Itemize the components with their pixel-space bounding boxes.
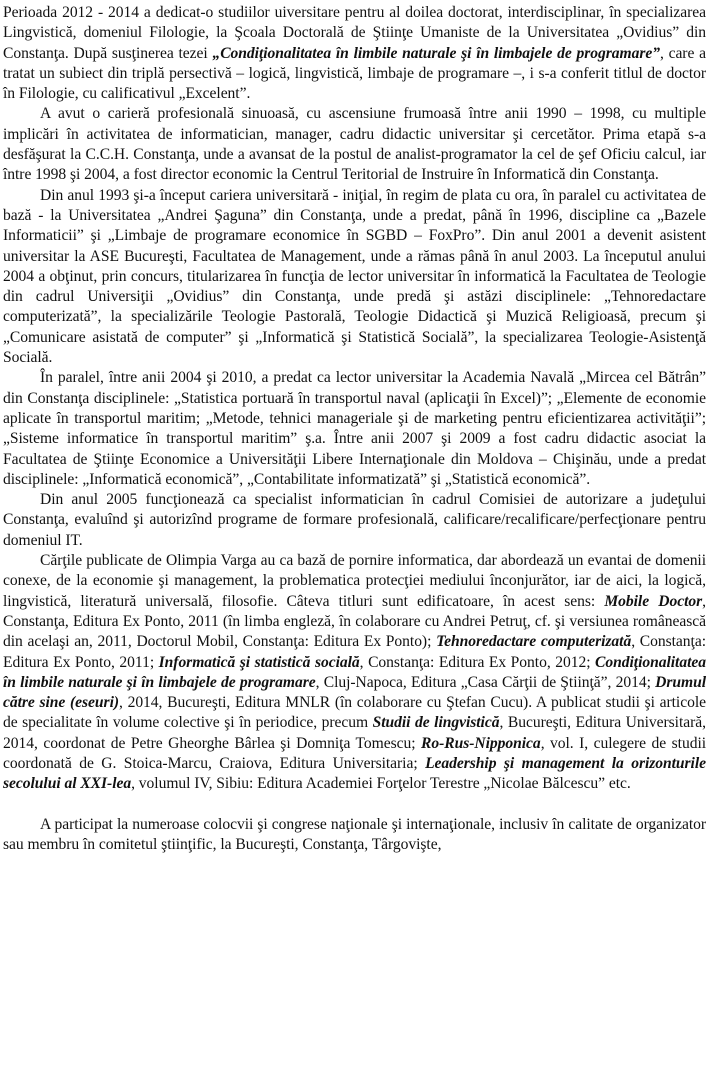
emphasized-title: Leadership şi management la orizonturile secolului al XXI-lea	[3, 754, 706, 793]
text-run: , Constanţa: Editura Ex Ponto, 2011;	[3, 633, 706, 671]
text-run: În paralel, între anii 2004 şi 2010, a predat ca lector universitar la Academia Navală „Mircea cel Bătrân” din Constanţa disciplinele: „Statistica portuară în transportul naval (aplicaţii în Excel)”; „Elemente de economie aplicate în transportul maritim; „Metode, tehnici manageriale şi de marketing pentru eficientizarea activităţii”; „Sisteme informatice în transportul maritim” ş.a. Între anii 2007 şi 2009 a fost cadru didactic asociat la Facultatea de Ştiinţe Economice a Universităţii Libere Internaţionale din Moldova – Chişinău, unde a predat disciplinele: „Informatică economică”, „Contabilitate informatizată” şi „Statistică economică”.	[3, 369, 706, 488]
text-run: , Constanţa, Editura Ex Ponto, 2011 (în limba engleză, în colaborare cu Andrei Petruţ, cf. şi versiunea românească din acelaşi an, 2011, Doctorul Mobil, Constanţa: Editura Ex Ponto);	[3, 592, 706, 651]
paragraph	[3, 186, 706, 369]
text-run: Cărţile publicate de Olimpia Varga au ca bază de pornire informatica, dar abordează un evantai de domenii conexe, de la economie şi management, la problematica protecţiei mediului înconjurător, iar de aici, la logică, lingvistică, literatură universală, filosofie. Câteva titluri sunt edificatoare, în acest sens:	[3, 552, 706, 610]
text-run: Din anul 1993 şi-a început cariera universitară - iniţial, în regim de plata cu ora, în paralel cu activitatea de bază - la Universitatea „Andrei Şaguna” din Constanţa, unde a predat, până în 1996, discipline ca „Bazele Informaticii” şi „Limbaje de programare economice în SGBD – FoxPro”. Din anul 2001 a devenit asistent universitar la ASE Bucureşti, Facultatea de Management, unde a rămas până în anul 2003. La începutul anului 2004 a obţinut, prin concurs, titularizarea în funcţia de lector universitar în informatică la Facultatea de Teologie din cadrul Universiţii „Ovidius” din Constanţa, unde predă şi astăzi disciplinele: „Tehnoredactare computerizată”, la specializările Teologie Pastorală, Teologie Didactică şi Muzică Religioasă, precum şi „Comunicare asistată de computer” şi „Informatică şi Statistică Socială”, la specializarea Teologie-Asistenţă Socială.	[3, 186, 706, 367]
text-run: , Bucureşti, Editura Universitară, 2014, coordonat de Petre Gheorghe Bârlea şi Domniţa Tomescu;	[3, 714, 706, 752]
paragraph	[3, 815, 706, 856]
text-run: A avut o carieră profesională sinuoasă, cu ascensiune frumoasă între anii 1990 – 1998, cu multiple implicări în activitatea de informatician, manager, cadru didactic universitar şi cercetător. Prima etapă s-a desfăşurat la C.C.H. Constanţa, unde a avansat de la postul de analist-programator la cel de şef Oficiu calcul, iar între 1998 şi 2004, a fost director economic la Centrul Teritorial de Instruire în Informatică din Constanţa.	[3, 105, 706, 184]
text-run: , care a tratat un subiect din triplă persectivă – logică, lingvistică, limbaje de programare –, i s-a conferit titlul de doctor în Filologie, cu calificativul „Excelent”.	[3, 44, 706, 103]
emphasized-title: „Condiţionalitatea în limbile naturale şi în limbajele de programare”	[212, 44, 660, 62]
emphasized-title: Mobile Doctor	[604, 592, 703, 610]
emphasized-title: Studii de lingvistică	[372, 714, 500, 732]
paragraph	[3, 368, 706, 490]
emphasized-title: Condiţionalitatea în limbile naturale şi în limbajele de programare	[3, 653, 706, 691]
text-run: A participat la numeroase colocvii şi congrese naţionale şi internaţionale, inclusiv în calitate de organizator sau membru în comitetul ştiinţific, la Bucureşti, Constanţa, Târgovişte,	[3, 815, 706, 853]
paragraph	[3, 551, 706, 795]
text-run: , volumul IV, Sibiu: Editura Academiei Forţelor Terestre „Nicolae Bălcescu” etc.	[131, 775, 631, 793]
emphasized-title: Informatică şi statistică socială	[158, 653, 360, 671]
emphasized-title: Tehnoredactare computerizată	[436, 633, 632, 651]
paragraph	[3, 104, 706, 185]
paragraph	[3, 490, 706, 551]
text-run: , vol. I, culegere de studii coordonată de G. Stoica-Marcu, Craiova, Editura Universitaria;	[3, 734, 707, 772]
paragraph	[3, 3, 706, 104]
text-run: , 2014, Bucureşti, Editura MNLR (în colaborare cu Ştefan Cucu). A publicat studii şi articole de specialitate în volume colective şi în periodice, precum	[3, 694, 706, 732]
document-page	[3, 3, 706, 855]
text-run: Din anul 2005 funcţionează ca specialist informatician în cadrul Comisiei de autorizare a judeţului Constanţa, evaluînd şi autorizînd programe de formare profesională, calificare/recalificare/perfecţionare pentru domeniul IT.	[3, 491, 706, 549]
text-run: , Cluj-Napoca, Editura „Casa Cărţii de Ştiinţă”, 2014;	[315, 673, 656, 691]
emphasized-title: Ro-Rus-Nipponica	[421, 734, 541, 752]
text-run: Perioada 2012 - 2014 a dedicat-o studiilor uiversitare pentru al doilea doctorat, interdisciplinar, în specializarea Lingvistică, domeniul Filologie, la Şcoala Doctorală de Ştiinţe Umaniste de la Universitatea „Ovidius” din Constanţa. După susţinerea tezei	[3, 4, 706, 62]
text-run: , Constanţa: Editura Ex Ponto, 2012;	[359, 653, 596, 671]
emphasized-title: Drumul către sine (eseuri)	[3, 673, 706, 712]
